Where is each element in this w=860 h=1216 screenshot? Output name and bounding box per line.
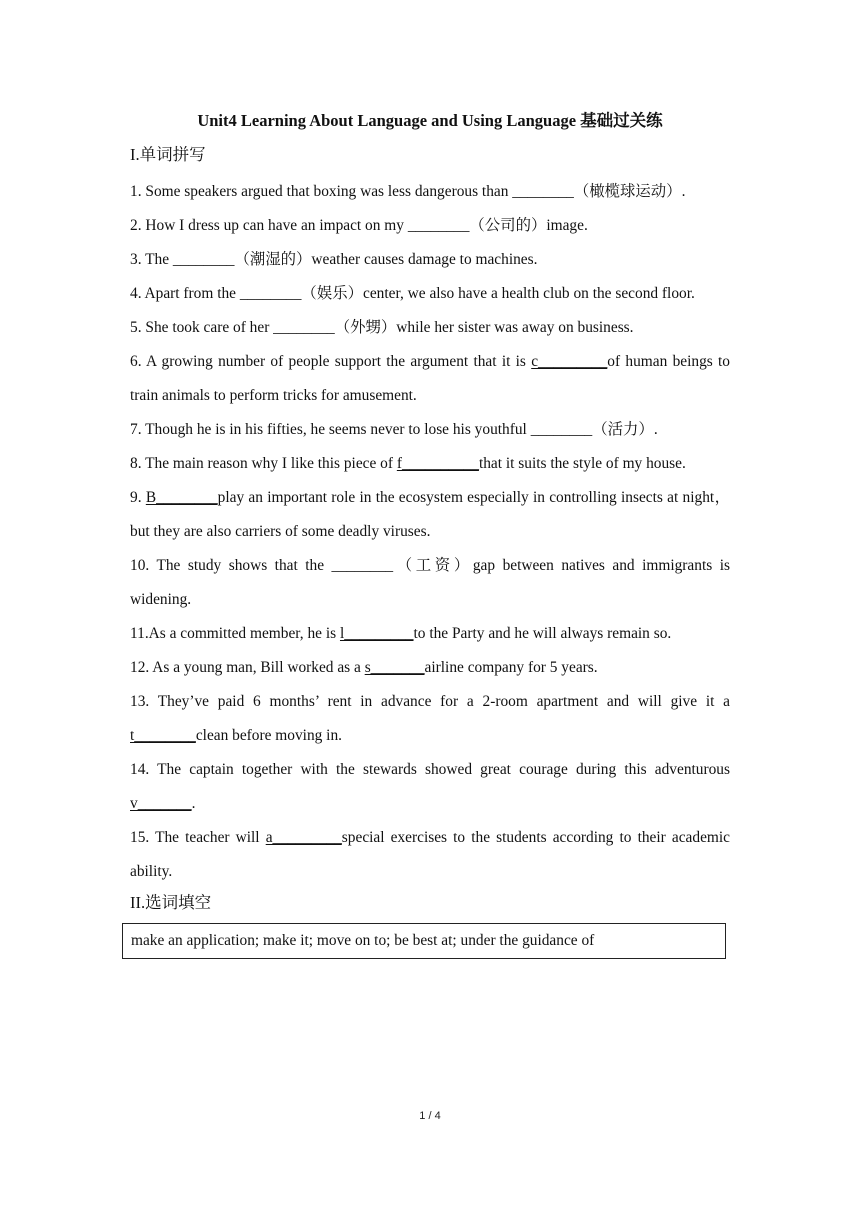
- question-text-before: 9.: [130, 489, 146, 506]
- answer-blank[interactable]: s_______: [364, 659, 425, 676]
- question-item: [130, 209, 730, 243]
- question-item: [130, 311, 730, 345]
- answer-blank[interactable]: ________: [239, 285, 302, 302]
- answer-blank[interactable]: ________: [530, 421, 593, 438]
- answer-blank[interactable]: l_________: [339, 625, 414, 642]
- answer-blank[interactable]: a_________: [265, 829, 342, 846]
- question-text-before: 15. The teacher will: [130, 829, 266, 846]
- question-item: [130, 481, 730, 549]
- answer-blank[interactable]: B________: [145, 489, 218, 506]
- question-item: [130, 447, 730, 481]
- question-text-after: （潮湿的）weather causes damage to machines.: [234, 251, 538, 268]
- question-item: [130, 617, 730, 651]
- question-item: [130, 753, 730, 821]
- question-text-before: 14. The captain together with the stewards showed great courage during this adventurous: [130, 761, 730, 778]
- question-text-after: （娱乐）center, we also have a health club on the second floor.: [301, 285, 695, 302]
- question-text-before: 11.As a committed member, he is: [130, 625, 340, 642]
- question-item: [130, 651, 730, 685]
- answer-blank[interactable]: ________: [512, 183, 574, 200]
- question-text-after: airline company for 5 years.: [424, 659, 598, 676]
- answer-blank[interactable]: c_________: [531, 353, 608, 370]
- question-item: [130, 685, 730, 753]
- question-text-before: 10. The study shows that the: [130, 557, 332, 574]
- question-item: [130, 243, 730, 277]
- answer-blank[interactable]: v_______: [130, 795, 192, 812]
- question-item: [130, 549, 730, 617]
- document-title: Unit4 Learning About Language and Using Language 基础过关练: [197, 111, 663, 130]
- question-item: [130, 175, 730, 209]
- question-text-after: play an important role in the ecosystem especially in controlling insects at night，but they are also carriers of some deadly viruses.: [130, 489, 730, 540]
- question-text-before: 4. Apart from the: [130, 285, 240, 302]
- question-text-after: （橄榄球运动）.: [573, 183, 686, 200]
- answer-blank[interactable]: f__________: [396, 455, 479, 472]
- answer-blank[interactable]: t________: [130, 727, 196, 744]
- question-text-before: 7. Though he is in his fifties, he seems never to lose his youthful: [130, 421, 531, 438]
- document-content: [130, 107, 730, 959]
- section-heading-spelling: I.单词拼写: [130, 145, 206, 164]
- section-heading-fill-in: II.选词填空: [130, 893, 212, 912]
- answer-blank[interactable]: ________: [172, 251, 235, 268]
- question-text-before: 13. They’ve paid 6 months’ rent in advance for a 2-room apartment and will give it a: [130, 693, 730, 710]
- question-text-before: 1. Some speakers argued that boxing was less dangerous than: [130, 183, 513, 200]
- answer-blank[interactable]: ________: [273, 319, 335, 336]
- question-item: [130, 413, 730, 447]
- word-choice-box: make an application; make it; move on to; be best at; under the guidance of: [122, 923, 726, 959]
- question-text-after: （公司的）image.: [469, 217, 588, 234]
- question-text-before: 6. A growing number of people support the argument that it is: [130, 353, 532, 370]
- question-item: [130, 821, 730, 889]
- answer-blank[interactable]: ________: [407, 217, 470, 234]
- question-text-before: 5. She took care of her: [130, 319, 274, 336]
- question-text-after: of human beings to train animals to perform tricks for amusement.: [130, 353, 731, 404]
- question-list: [130, 175, 730, 889]
- question-text-after: that it suits the style of my house.: [478, 455, 686, 472]
- question-item: [130, 345, 730, 413]
- question-item: [130, 277, 730, 311]
- question-text-after: （外甥）while her sister was away on business.: [334, 319, 634, 336]
- question-text-before: 8. The main reason why I like this piece of: [130, 455, 397, 472]
- question-text-after: to the Party and he will always remain so.: [413, 625, 672, 642]
- question-text-after: clean before moving in.: [195, 727, 343, 744]
- question-text-before: 2. How I dress up can have an impact on my: [130, 217, 408, 234]
- question-text-before: 3. The: [130, 251, 173, 268]
- question-text-after: special exercises to the students according to their academic ability.: [130, 829, 730, 880]
- answer-blank[interactable]: ________: [331, 557, 394, 574]
- question-text-after: （活力）.: [592, 421, 658, 438]
- page-number: 1 / 4: [419, 1110, 441, 1122]
- question-text-after: （工资）gap between natives and immigrants is widening.: [130, 557, 730, 608]
- question-text-after: .: [191, 795, 196, 812]
- question-text-before: 12. As a young man, Bill worked as a: [130, 659, 365, 676]
